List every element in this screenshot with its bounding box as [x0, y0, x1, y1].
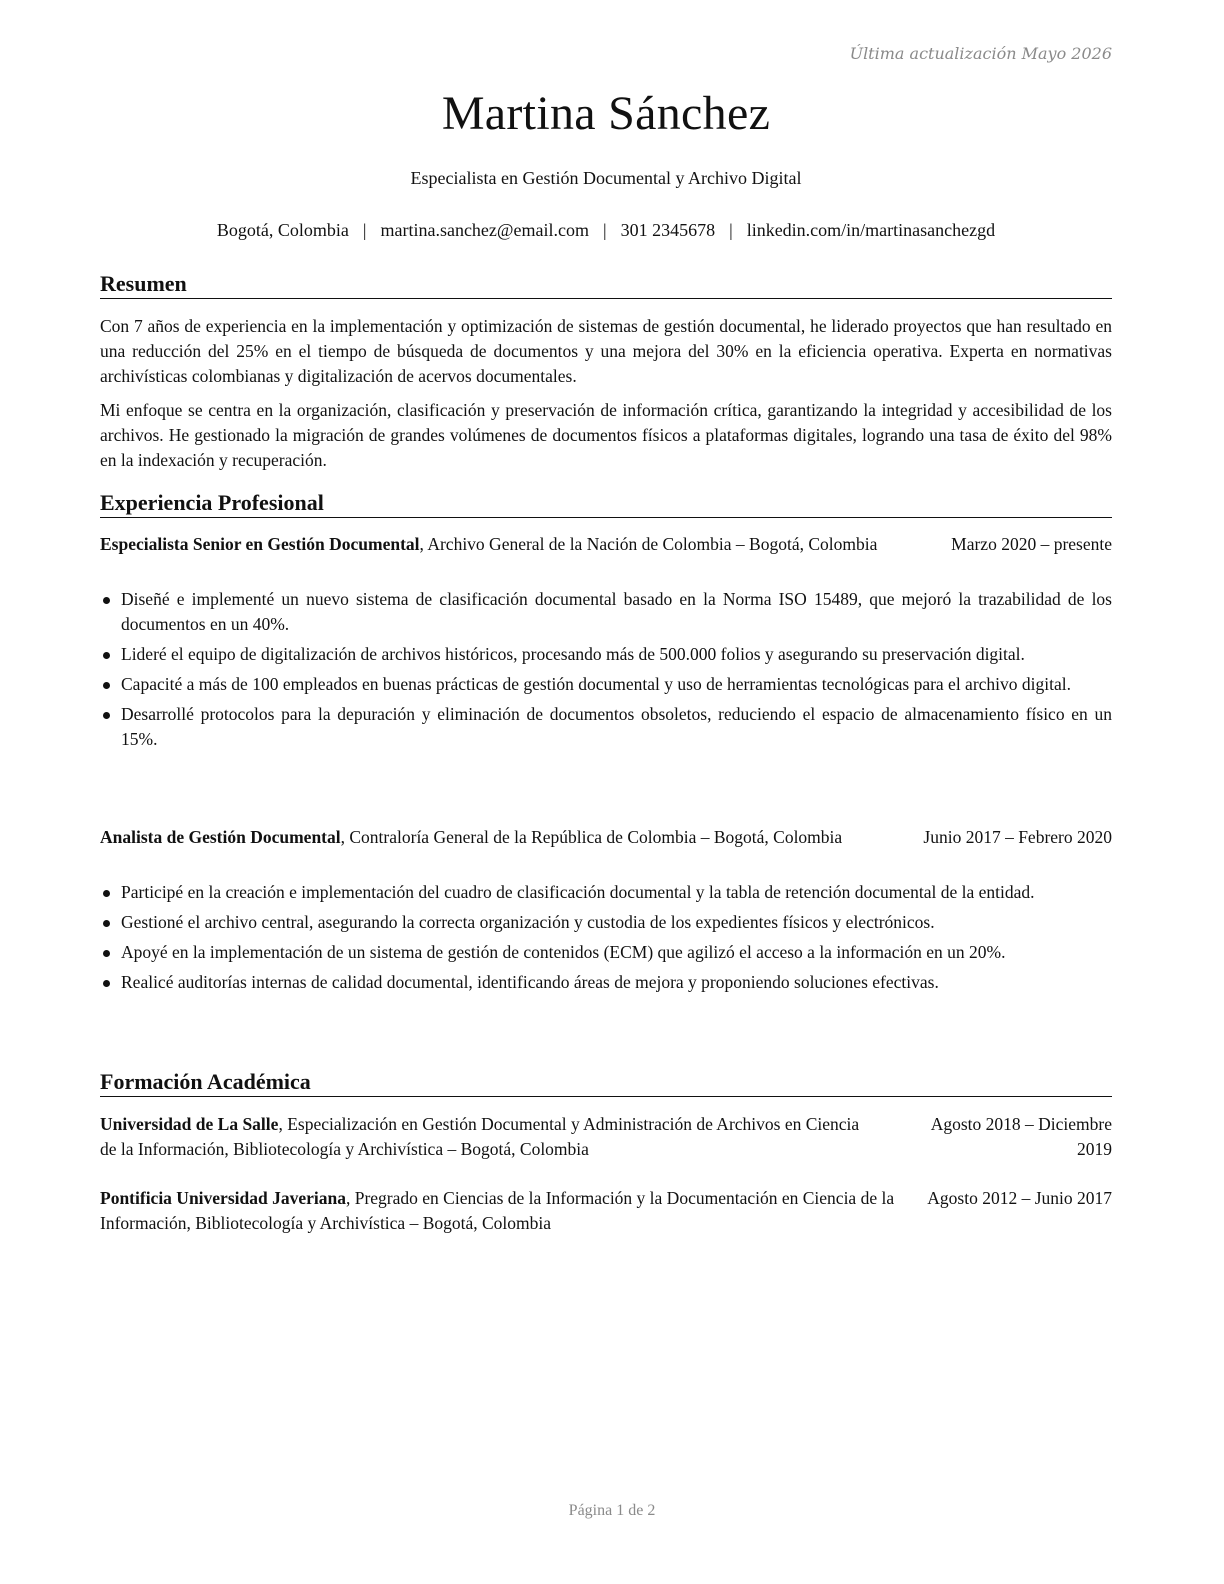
education-dates: Agosto 2012 – Junio 2017: [909, 1186, 1112, 1211]
bullet-icon: [103, 890, 110, 897]
page-number: Página 1 de 2: [568, 1502, 656, 1519]
contact-location: Bogotá, Colombia: [216, 220, 349, 240]
bullet-icon: [103, 980, 110, 987]
list-item: [100, 910, 1112, 935]
summary-paragraph: Con 7 años de experiencia en la implementación y optimización de sistemas de gestión documental, he liderado proyectos que han resultado en una reducción del 25% en el tiempo de búsqueda de documentos y una mejora del 30% en la eficiencia operativa. Experta en normativas archivísticas colombianas y digitalización de acervos documentales.: [100, 316, 1112, 386]
section-title-summary: Resumen: [100, 270, 1112, 299]
bullet-icon: [103, 597, 110, 604]
contact-separator: |: [602, 220, 607, 240]
job-bullets: [100, 587, 1112, 757]
bullet-icon: [103, 682, 110, 689]
bullet-text: Capacité a más de 100 empleados en buenas prácticas de gestión documental y uso de herramientas tecnológicas para el archivo digital.: [121, 674, 1071, 694]
education-school: Universidad de La Salle: [100, 1114, 279, 1134]
resume-page: [100, 0, 1112, 1584]
bullet-text: Apoyé en la implementación de un sistema de gestión de contenidos (ECM) que agilizó el acceso a la información en un 20%.: [121, 942, 1006, 962]
bullet-text: Realicé auditorías internas de calidad documental, identificando áreas de mejora y proponiendo soluciones efectivas.: [121, 972, 939, 992]
list-item: [100, 587, 1112, 637]
education-item: [100, 1112, 1112, 1162]
summary-paragraph: Mi enfoque se centra en la organización, clasificación y preservación de información crítica, garantizando la integridad y accesibilidad de los archivos. He gestionado la migración de grandes volúmenes de documentos físicos a plataformas digitales, logrando una tasa de éxito del 98% en la indexación y recuperación.: [100, 400, 1112, 470]
job-dates: Marzo 2020 – presente: [933, 532, 1112, 557]
bullet-text: Participé en la creación e implementación del cuadro de clasificación documental y la tabla de retención documental de la entidad.: [121, 882, 1035, 902]
contact-linkedin[interactable]: linkedin.com/in/martinasanchezgd: [746, 220, 996, 240]
job-dates: Junio 2017 – Febrero 2020: [905, 825, 1112, 850]
education-dates: Agosto 2018 – Diciembre 2019: [879, 1112, 1112, 1162]
bullet-text: Desarrollé protocolos para la depuración y eliminación de documentos obsoletos, reduciendo el espacio de almacenamiento físico en un 15%.: [121, 704, 1112, 749]
contact-separator: |: [729, 220, 733, 240]
section-title-experience: Experiencia Profesional: [100, 489, 1112, 518]
contact-separator: |: [362, 220, 367, 240]
job-role: Analista de Gestión Documental: [100, 827, 341, 847]
contact-phone: 301 2345678: [620, 220, 716, 240]
education-school: Pontificia Universidad Javeriana: [100, 1188, 346, 1208]
contact-email[interactable]: martina.sanchez@email.com: [380, 220, 589, 240]
bullet-text: Gestioné el archivo central, asegurando la correcta organización y custodia de los expedientes físicos y electrónicos.: [121, 912, 935, 932]
job-bullets: [100, 880, 1112, 1000]
education-detail: , Pregrado en Ciencias de la Información y la Documentación en Ciencia de la Información, Bibliotecología y Archivística – Bogotá, Colombia: [100, 1188, 895, 1233]
education-detail: , Especialización en Gestión Documental y Administración de Archivos en Ciencia de la Información, Bibliotecología y Archivística – Bogotá, Colombia: [100, 1114, 860, 1159]
candidate-name: Martina Sánchez: [441, 87, 771, 140]
bullet-icon: [103, 712, 110, 719]
job-header: [100, 825, 1112, 850]
job-organization: , Contraloría General de la República de Colombia – Bogotá, Colombia: [340, 827, 843, 847]
job-header: [100, 532, 1112, 557]
list-item: [100, 672, 1112, 697]
job-organization: , Archivo General de la Nación de Colombia – Bogotá, Colombia: [419, 534, 878, 554]
last-updated: Última actualización Mayo 2026: [849, 44, 1112, 63]
candidate-headline: Especialista en Gestión Documental y Archivo Digital: [410, 168, 802, 188]
bullet-icon: [103, 950, 110, 957]
contact-line: [100, 220, 1112, 241]
bullet-text: Diseñé e implementé un nuevo sistema de clasificación documental basado en la Norma ISO 15489, que mejoró la trazabilidad de los documentos en un 40%.: [121, 589, 1112, 634]
job-role: Especialista Senior en Gestión Documental: [100, 534, 420, 554]
bullet-text: Lideré el equipo de digitalización de archivos históricos, procesando más de 500.000 folios y asegurando su preservación digital.: [121, 644, 1025, 664]
list-item: [100, 940, 1112, 965]
education-item: [100, 1186, 1112, 1236]
list-item: [100, 642, 1112, 667]
bullet-icon: [103, 652, 110, 659]
list-item: [100, 702, 1112, 752]
list-item: [100, 970, 1112, 995]
list-item: [100, 880, 1112, 905]
bullet-icon: [103, 920, 110, 927]
section-title-education: Formación Académica: [100, 1068, 1112, 1097]
